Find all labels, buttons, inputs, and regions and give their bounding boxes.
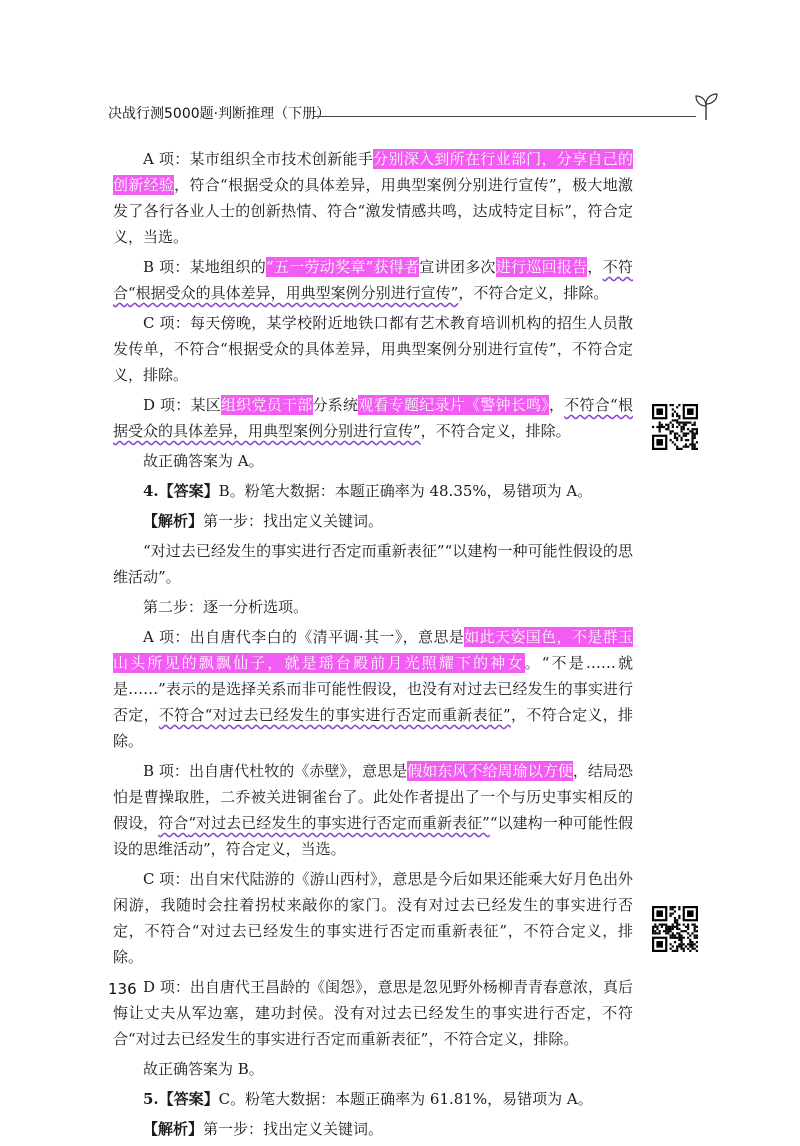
text-segment: ，结局恐怕是曹操取胜，二乔被关进铜雀台了。此处作者提出了一个与历史事实相反的假设，: [113, 762, 633, 832]
text-segment: 分系统: [312, 396, 359, 414]
text-segment: D 项：出自唐代王昌龄的《闺怨》，意思是忽见野外杨柳青青春意浓，真后悔让丈夫从军边塞，建功封侯。没有对过去已经发生的事实进行否定，不符合“对过去已经发生的事实进行否定而重新表征”，不符合定义，排除。: [113, 978, 633, 1048]
header-rule: [313, 116, 696, 117]
text-segment: 。“不是……就是……”表示的是选择关系而非可能性假设，也没有对过去已经发生的事实进行否定，: [113, 654, 633, 724]
text-segment: 第一步：找出定义关键词。: [203, 1120, 384, 1138]
text-segment: A 项：出自唐代李白的《清平调·其一》，意思是: [143, 628, 465, 646]
bold-label: 4.【答案】: [143, 482, 219, 500]
highlighted-text: 进行巡回报告: [495, 258, 588, 276]
paragraph: [113, 594, 633, 620]
running-header: [108, 104, 708, 132]
text-segment: ，: [549, 396, 565, 414]
text-segment: “以建构一种可能性假设的思维活动”，符合定义，当选。: [113, 814, 633, 858]
highlighted-text: 分别深入到所在行业部门，分享自己的创新经验: [113, 150, 633, 194]
paragraph: [113, 310, 633, 388]
text-segment: C 项：出自宋代陆游的《游山西村》，意思是今后如果还能乘大好月色出外闲游，我随时会拄着拐杖来敲你的家门。没有对过去已经发生的事实进行否定，不符合“对过去已经发生的事实进行否定而重新表征”，不符合定义，排除。: [113, 870, 633, 966]
text-segment: B 项：某地组织的: [143, 258, 266, 276]
paragraph: [113, 1056, 633, 1082]
paragraph: [113, 478, 633, 504]
paragraph: [113, 974, 633, 1052]
text-segment: ，不符合定义，排除。: [113, 706, 633, 750]
paragraph: [113, 1116, 633, 1142]
underlined-text: “对过去已经发生的事实进行否定而重新表征”: [204, 706, 511, 724]
paragraph: [113, 866, 633, 970]
paragraph: [113, 392, 633, 444]
highlighted-text: 假如东风不给周瑜以方便: [407, 762, 573, 780]
sprout-icon: [690, 90, 722, 122]
text-segment: ，不符合定义，排除。: [420, 422, 571, 440]
text-segment: A 项：某市组织全市技术创新能手: [143, 150, 374, 168]
text-segment: 故正确答案为 B。: [143, 1060, 264, 1078]
qr-code-icon[interactable]: [652, 404, 698, 450]
page-number: 136: [108, 980, 137, 998]
highlighted-text: “五一劳动奖章”获得者: [266, 258, 420, 276]
bold-label: 5.【答案】: [143, 1090, 219, 1108]
paragraph: [113, 448, 633, 474]
text-segment: 宣讲团多次: [419, 258, 496, 276]
text-segment: B。粉笔大数据：本题正确率为 48.35%，易错项为 A。: [218, 482, 593, 500]
paragraph: [113, 624, 633, 754]
paragraph: [113, 758, 633, 862]
bold-label: 【解析】: [143, 1120, 204, 1138]
text-segment: 第二步：逐一分析选项。: [143, 598, 309, 616]
text-segment: ，不符合定义，排除。: [458, 284, 609, 302]
answer-explanation-text: [113, 146, 633, 1146]
underlined-text: 不符合: [113, 258, 633, 302]
highlighted-text: 观看专题纪录片《警钟长鸣》: [358, 396, 550, 414]
underlined-text: 不符合: [564, 396, 611, 414]
qr-code-icon[interactable]: [652, 906, 698, 952]
paragraph: [113, 538, 633, 590]
text-segment: ，: [587, 258, 603, 276]
text-segment: ，符合“根据受众的具体差异，用典型案例分别进行宣传”，极大地激发了各行各业人士的创新热情、符合“激发情感共鸣，达成特定目标”，符合定义，当选。: [113, 176, 633, 246]
bold-label: 【解析】: [143, 512, 204, 530]
highlighted-text: 如此天姿国色，不是群玉山头所见的飘飘仙子，就是瑶台殿前月光照耀下的神女: [113, 628, 633, 672]
underlined-text: 符合: [158, 814, 189, 832]
underlined-text: “根据受众的具体差异，用典型案例分别进行宣传”: [113, 396, 633, 440]
highlighted-text: 组织党员干部: [221, 396, 313, 414]
text-segment: 第一步：找出定义关键词。: [203, 512, 384, 530]
text-segment: 故正确答案为 A。: [143, 452, 264, 470]
paragraph: [113, 1086, 633, 1112]
underlined-text: “根据受众的具体差异，用典型案例分别进行宣传”: [128, 284, 459, 302]
paragraph: [113, 254, 633, 306]
underlined-text: “对过去已经发生的事实进行否定而重新表征”: [188, 814, 490, 832]
paragraph: [113, 146, 633, 250]
text-segment: C。粉笔大数据：本题正确率为 61.81%，易错项为 A。: [218, 1090, 593, 1108]
text-segment: “对过去已经发生的事实进行否定而重新表征”“以建构一种可能性假设的思维活动”。: [113, 542, 633, 586]
paragraph: [113, 508, 633, 534]
header-title: 决战行测5000题·判断推理（下册）: [108, 106, 331, 122]
text-segment: D 项：某区: [143, 396, 222, 414]
text-segment: B 项：出自唐代杜牧的《赤壁》，意思是: [143, 762, 408, 780]
text-segment: C 项：每天傍晚，某学校附近地铁口都有艺术教育培训机构的招生人员散发传单，不符合“根据受众的具体差异，用典型案例分别进行宣传”，不符合定义，排除。: [113, 314, 633, 384]
underlined-text: 不符合: [158, 706, 205, 724]
